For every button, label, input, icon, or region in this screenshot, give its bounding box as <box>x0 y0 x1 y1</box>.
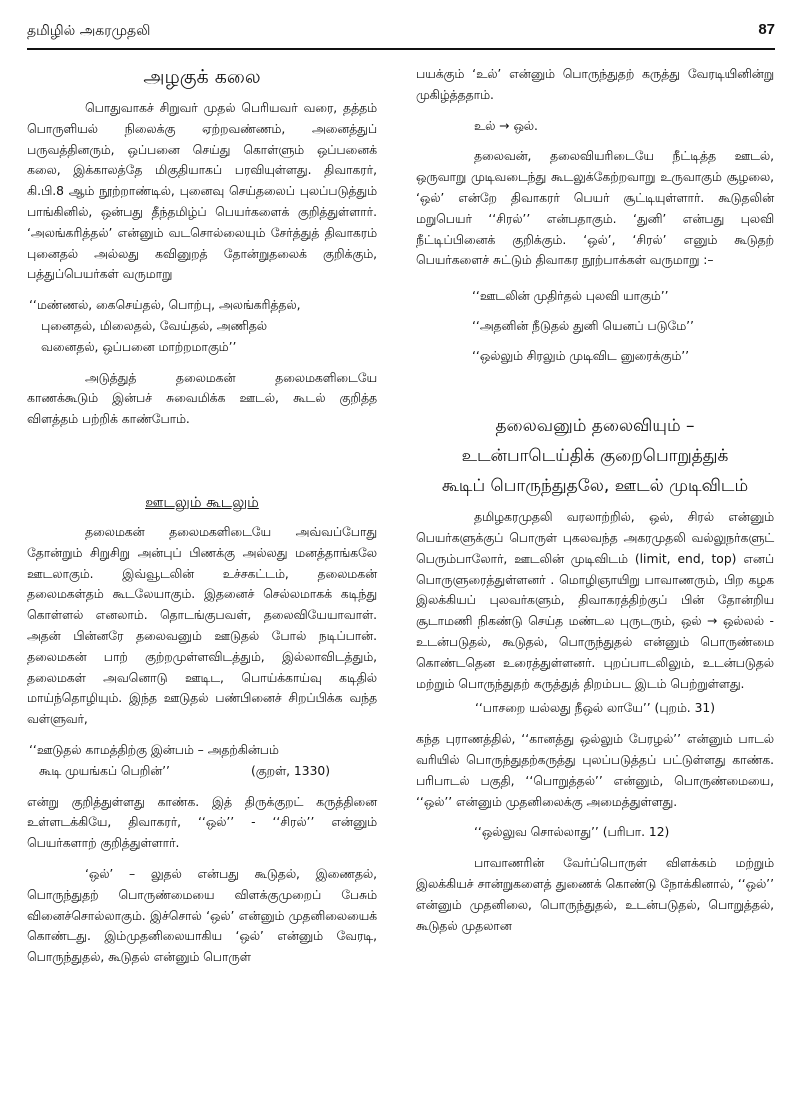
verse-quote <box>27 295 377 357</box>
paragraph: பயக்கும் ‘உல்’ என்னும் பொருந்துதற் கருத்து வேரடியினின்று முகிழ்த்ததாம். <box>416 67 774 102</box>
paripadal-quote: ‘‘ஒல்லுவ சொல்லாது’’ (பரிபா. 12) <box>474 825 670 840</box>
paragraph: ‘ஒல்’ – லுதல் என்பது கூடுதல், இணைதல், பொருந்துதற் பொருண்மையை விளக்குமுறைப் பேசும் வினைச்சொல்லாகும். இச்சொல் ‘ஒல்’ என்னும் முதனிலையைக் கொண்டது. இம்முதனிலையாகிய ‘ஒல்’ என்னும் வேரடி, பொருந்துதல், கூடுதல் என்னும் பொருள் <box>27 866 377 965</box>
running-title: தமிழில் அகரமுதலி <box>27 23 151 39</box>
heading-line: கூடிப் பொருந்துதலே, ஊடல் முடிவிடம் <box>441 476 749 497</box>
kural-quote <box>27 740 377 782</box>
verse-line: புனைதல், மிலைதல், வேய்தல், அணிதல் <box>41 318 267 333</box>
verse-text: கூடி முயங்கப் பெறின்’’ <box>39 763 170 778</box>
paragraph: தலைவன், தலைவியரிடையே நீட்டித்த ஊடல், ஒருவாறு முடிவடைந்து கூடலுக்கேற்றவாறு உருவாகும் சூழலை, ‘ஒல்’ என்றே திவாகரர் பெயர் சூட்டியுள்ளார். கூடுதலின் மறுபெயர் ‘‘சிரல்’’ என்பதாகும். ‘துனி’ என்பது புலவி நீட்டிப்பினைக் குறிக்கும். ‘ஒல்’, ‘சிரல்’ எனும் கூடுதற் பெயர்களைச் சுட்டும் திவாகர நூற்பாக்கள் வருமாறு :– <box>416 149 774 268</box>
puram-quote: ‘‘பாசறை யல்லது நீஒல் லாயே’’ (புறம். 31) <box>474 701 716 716</box>
verse-line: ‘‘ஒல்லும் சிரலும் முடிவிட னுரைக்கும்’’ <box>472 349 690 364</box>
verse-line: ‘‘மண்ணல், கைசெய்தல், பொற்பு, அலங்கரித்தல், <box>29 298 301 313</box>
heading-line: உடன்பாடெய்திக் குறைபொறுத்துக் <box>461 446 729 467</box>
paragraph: கந்த புராணத்தில், ‘‘கானத்து ஒல்லும் பேரழல்’’ என்னும் பாடல் வரியில் பொருந்துதற்கருத்து புலப்படுத்தப் பட்டுள்ளது காண்க. பரிபாடல் பகுதி, ‘‘பொறுத்தல்’’ என்னும், பொருண்மையை, ‘‘ஒல்’’ என்னும் முதனிலைக்கு அமைத்துள்ளது. <box>416 732 774 809</box>
verse-line: ‘‘அதனின் நீடுதல் துனி யெனப் படுமே’’ <box>472 319 694 334</box>
section-heading-union <box>416 411 774 501</box>
section-heading-sulking-union: ஊடலும் கூடலும் <box>145 494 259 511</box>
paragraph: என்று குறித்துள்ளது காண்க. இத் திருக்குறட் கருத்தினை உள்ளடக்கியே, திவாகரர், ‘‘ஒல்’’ - ‘‘சிரல்’’ என்னும் பெயர்களாற் குறித்துள்ளார். <box>27 794 377 851</box>
paragraph: பொதுவாகச் சிறுவர் முதல் பெரியவர் வரை, தத்தம் பொருளியல் நிலைக்கு ஏற்றவண்ணம், அனைத்துப் பருவத்தினரும், ஒப்பனை செய்து கொள்ளும் ஒப்பனைக் கலை, இக்காலத்தே மிகுதியாகப் பரவியுள்ளது. திவாகரர், கி.பி.8 ஆம் நூற்றாண்டில், புனைவு செய்தலைப் புலப்படுத்தும் பாங்கினில், ஒன்பது தீந்தமிழ்ப் பெயர்களைக் குறித்துள்ளார். ‘அலங்கரித்தல்’ என்னும் வடசொல்லையும் சேர்த்துத் திவாகரம் புனைதல் அல்லது கவினுறத் தோன்றுதலைக் குறிக்கும், பத்துப்பெயர்கள் வருமாறு <box>27 101 377 282</box>
derivation: உல் → ஒல். <box>474 118 538 133</box>
heading-line: தலைவனும் தலைவியும் – <box>495 416 695 437</box>
paragraph: தலைமகன் தலைமகளிடையே அவ்வப்போது தோன்றும் சிறுசிறு அன்புப் பிணக்கு அல்லது மனத்தாங்கலே ஊடலாகும். இவ்வூடலின் உச்சகட்டம், தலைமகன் தலைமகள்தம் கூடலேயாகும். இதனைச் செல்லமாகக் கடிந்து கொள்ளல் எனலாம். தொடங்குபவள், தலைவியேயாவாள். அதன் பின்னரே தலைவனும் ஊடுதல் போல் நடிப்பான். தலைமகன் பாற் குற்றமுள்ளவிடத்தும், இல்லாவிடத்தும், தலைமகள் அவனொடு ஊடிட, பொய்க்காய்வு கடிதில் மாய்ந்தொழியும். இந்த ஊடுதல் பண்பினைச் சிறப்பிக்க வந்த வள்ளுவர், <box>27 524 377 727</box>
verse-quote <box>416 281 774 371</box>
left-column <box>27 64 377 968</box>
verse-line <box>29 761 377 782</box>
verse-line: ‘‘ஊடலின் முதிர்தல் புலவி யாகும்’’ <box>472 289 669 304</box>
right-column <box>416 64 774 936</box>
paragraph: பாவாணரின் வேர்ப்பொருள் விளக்கம் மற்றும் இலக்கியச் சான்றுகளைத் துணைக் கொண்டு நோக்கினால், ‘‘ஒல்’’ என்னும் முதனிலை, பொருந்துதல், உடன்படுதல், பொறுத்தல், கூடுதல் முதலான <box>416 856 774 933</box>
paragraph: தமிழகரமுதலி வரலாற்றில், ஒல், சிரல் என்னும் பெயர்களுக்குப் பொருள் புகலவந்த அகரமுதலி வல்லுநர்களுட் பெரும்பாலோர், ஊடலின் முடிவிடம் (limit, end, top) எனப் பொருளுரைத்துள்ளனர் . மொழிஞாயிறு பாவாணரும், பிற கழக இலக்கியப் புலவர்களும், திவாகரத்திற்குப் பின் தோன்றிய சூடாமணி நிகண்டு செய்த மண்டல புருடரும், ஒல் → ஒல்லல் - உடன்படுதல், கூடுதல், பொருந்துதல் என்னும் பொருண்மை கொண்டதென உரைத்துள்ளனர். புறப்பாடலிலும், உடன்படுதல் மற்றும் பொருந்துதற் கருத்துத் திறம்பட இடம் பெற்றுள்ளது. <box>416 510 774 691</box>
section-heading-beauty-art: அழகுக் கலை <box>143 66 261 88</box>
running-header <box>27 18 775 50</box>
page-number: 87 <box>758 21 775 38</box>
verse-line: வனைதல், ஒப்பனை மாற்றமாகும்’’ <box>41 339 237 354</box>
verse-citation: (குறள், 1330) <box>251 763 331 778</box>
verse-line: ‘‘ஊடுதல் காமத்திற்கு இன்பம் – அதற்கின்பம் <box>29 742 279 757</box>
paragraph: அடுத்துத் தலைமகன் தலைமகளிடையே காணக்கூடும் இன்பச் சுவைமிக்க ஊடல், கூடல் குறித்த விளத்தம் பற்றிக் காண்போம். <box>27 370 377 427</box>
